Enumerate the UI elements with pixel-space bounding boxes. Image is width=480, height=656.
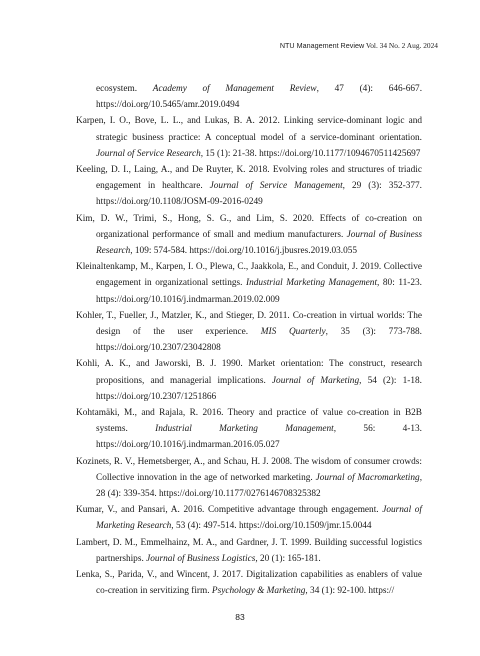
reference-list — [76, 81, 422, 600]
ref-details: , 80: 11-23. https://doi.org/10.1016/j.indmarman.2019.02.009 — [96, 278, 422, 305]
ref-authors: Kohli, A. K., and Jaworski, B. J. 1990. — [76, 359, 249, 370]
issue-info: Vol. 34 No. 2 Aug. 2024 — [364, 41, 438, 50]
ref-journal: Psychology & Marketing — [211, 586, 306, 597]
ref-authors: Kohler, T., Fueller, J., Matzler, K., and Stieger, D. 2011. — [76, 310, 293, 321]
ref-authors: Kohtamäki, M., and Rajala, R. 2016. — [76, 408, 228, 419]
ref-authors: Kleinaltenkamp, M., Karpen, I. O., Plewa, C., Jaakkola, E., and Conduit, J. 2019. — [76, 262, 384, 273]
ref-journal: MIS Quarterly — [260, 327, 326, 338]
ref-details: , 34 (1): 92-100. https:// — [305, 586, 395, 597]
ref-journal: Industrial Marketing Management — [246, 278, 378, 289]
ref-details: , 54 (2): 1-18. https://doi.org/10.2307/1251866 — [96, 375, 422, 402]
ref-title: Effects of co-creation on organizational performance of small and medium manufacturers. — [96, 213, 423, 240]
reference-entry-kim — [76, 211, 422, 260]
ref-authors: Lambert, D. M., Emmelhainz, M. A., and Gardner, J. T. 1999. — [76, 537, 315, 548]
ref-details: , 20 (1): 165-181. — [255, 553, 321, 564]
ref-journal: Academy of Management Review — [152, 84, 317, 94]
reference-entry-kozinets — [76, 454, 422, 503]
ref-journal: Journal of Macromarketing — [315, 472, 420, 483]
ref-details: , 109: 574-584. https://doi.org/10.1016/j.jbusres.2019.03.055 — [130, 246, 358, 257]
reference-entry-karpen — [76, 113, 422, 162]
ref-details: , 47 (4): 646-667. https://doi.org/10.5465/amr.2019.0494 — [96, 84, 423, 111]
reference-entry-kohtamaki — [76, 405, 422, 454]
running-header — [280, 41, 438, 50]
ref-journal: Journal of Service Management — [209, 181, 343, 192]
reference-entry-cont — [76, 81, 422, 113]
ref-authors: Lenka, S., Parida, V., and Wincent, J. 2017. — [76, 570, 247, 581]
reference-entry-lambert — [76, 535, 422, 567]
reference-entry-keeling — [76, 162, 422, 211]
reference-entry-kohli — [76, 356, 422, 405]
ref-journal: Journal of Business Research — [96, 229, 422, 257]
ref-authors: Keeling, D. I., Laing, A., and De Ruyter, K. 2018. — [76, 165, 273, 176]
reference-entry-kumar — [76, 502, 422, 534]
ref-title: Market orientation: The construct, research propositions, and managerial implications. — [96, 359, 423, 386]
ref-authors: Karpen, I. O., Bove, L. L., and Lukas, B. A. 2012. — [76, 116, 284, 127]
ref-title: Building successful logistics partnerships. — [96, 537, 422, 564]
ref-details: , 35 (3): 773-788. https://doi.org/10.2307/23042808 — [96, 327, 422, 354]
ref-details: , 28 (4): 339-354. https://doi.org/10.1177/0276146708325382 — [96, 472, 423, 500]
ref-title: Competitive advantage through engagement. — [207, 505, 383, 516]
ref-title: Co-creation in virtual worlds: The design of the user experience. — [96, 310, 423, 338]
ref-title: Linking service-dominant logic and strategic business practice: A conceptual model of a service-dominant orientation. — [96, 116, 422, 143]
ref-authors: Kozinets, R. V., Hemetsberger, A., and Schau, H. J. 2008. — [76, 456, 295, 467]
ref-journal: Journal of Marketing — [271, 375, 360, 386]
ref-journal: Industrial Marketing Management — [155, 424, 334, 435]
ref-authors: Kim, D. W., Trimi, S., Hong, S. G., and Lim, S. 2020. — [76, 213, 320, 224]
ref-details: , 53 (4): 497-514. https://doi.org/10.1509/jmr.15.0044 — [171, 521, 372, 532]
reference-entry-kohler — [76, 308, 422, 357]
ref-details: , 56: 4-13. https://doi.org/10.1016/j.indmarman.2016.05.027 — [96, 424, 423, 451]
page-number: 83 — [235, 612, 245, 622]
ref-details: , 29 (3): 352-377. https://doi.org/10.1108/JOSM-09-2016-0249 — [96, 181, 422, 208]
ref-journal: Journal of Service Research — [96, 148, 201, 159]
ref-title: Theory and practice of value co-creation in B2B systems. — [96, 408, 422, 435]
journal-name: NTU Management Review — [279, 41, 365, 50]
ref-title: Digitalization capabilities as enablers of value co-creation in servitizing firm. — [96, 570, 423, 597]
ref-authors: ecosystem. — [96, 84, 153, 94]
ref-title: Evolving roles and structures of triadic engagement in healthcare. — [96, 165, 422, 192]
ref-journal: Journal of Business Logistics — [146, 553, 256, 564]
reference-entry-kleinaltenkamp — [76, 259, 422, 308]
ref-title: The wisdom of consumer crowds: Collective innovation in the age of networked marketing. — [96, 456, 422, 483]
ref-title: Collective engagement in organizational settings. — [96, 262, 422, 289]
ref-journal: Journal of Marketing Research — [96, 505, 422, 532]
reference-entry-lenka — [76, 567, 422, 599]
ref-details: , 15 (1): 21-38. https://doi.org/10.1177/1094670511425697 — [200, 148, 421, 159]
ref-authors: Kumar, V., and Pansari, A. 2016. — [76, 505, 208, 516]
